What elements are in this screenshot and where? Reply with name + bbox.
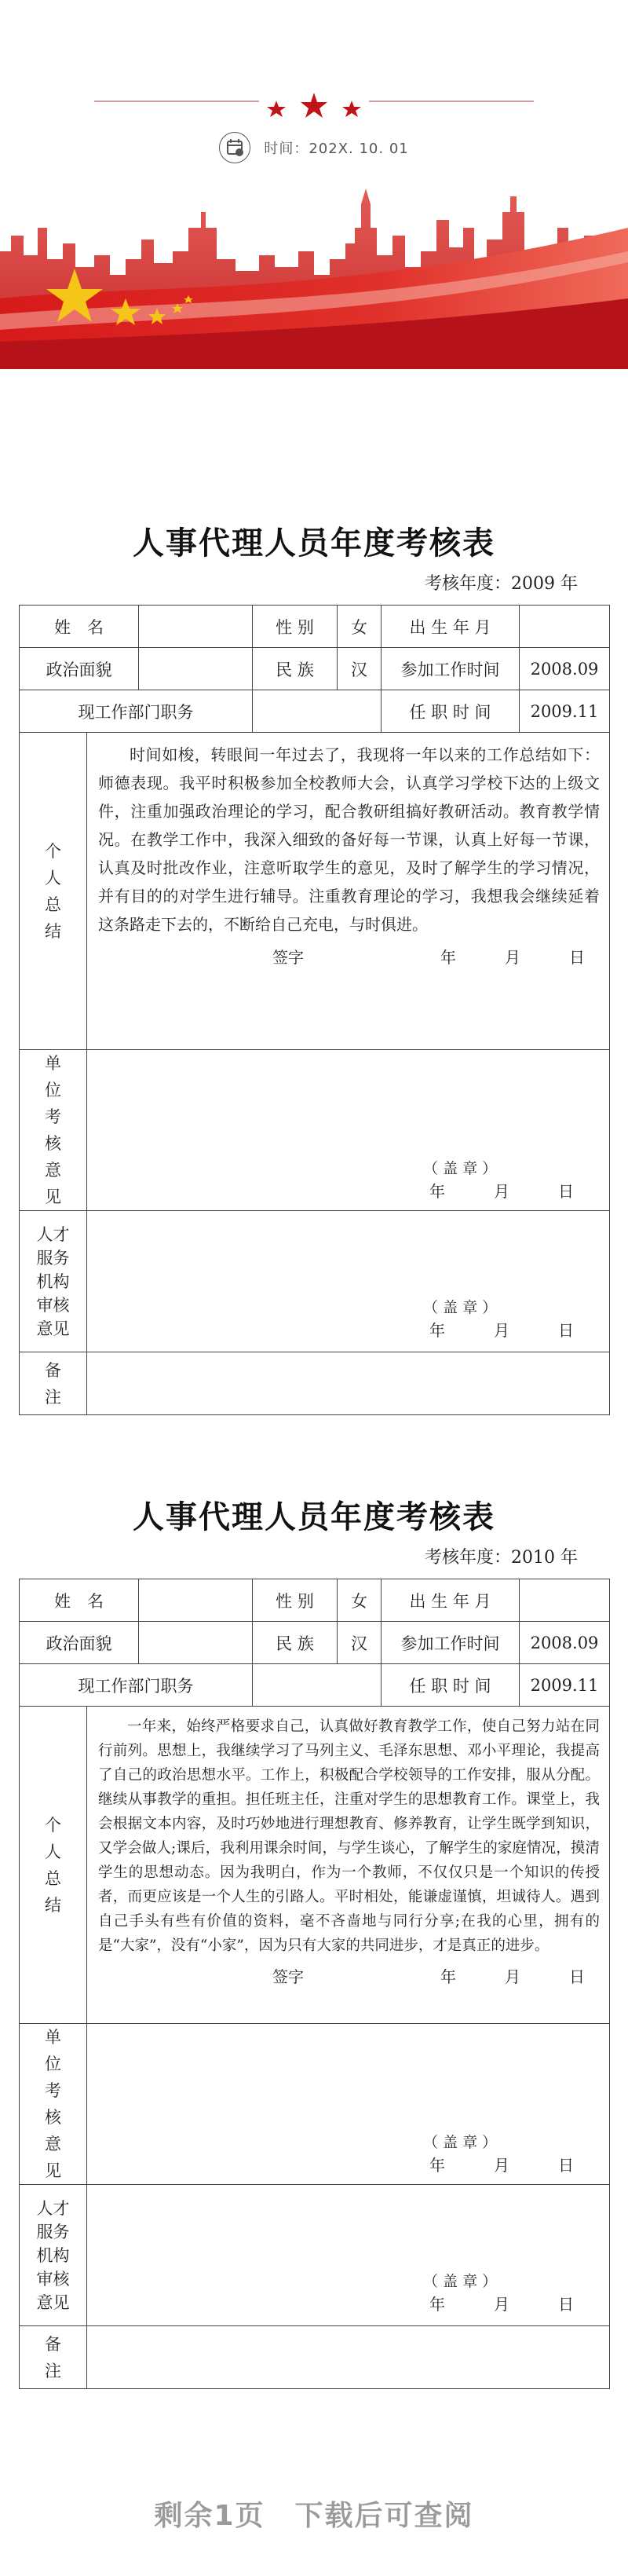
unit-opinion-label: 单位考核意见	[20, 2024, 87, 2185]
unit-opinion-label: 单位考核意见	[20, 1050, 87, 1211]
calendar-icon	[219, 132, 250, 163]
work-start-value[interactable]: 2008.09	[520, 648, 610, 690]
remark-content[interactable]	[87, 1352, 610, 1415]
signature-line: 签字 年 月 日	[272, 948, 585, 967]
name-label: 姓 名	[20, 1579, 139, 1622]
birth-label: 出 生 年 月	[382, 1579, 520, 1622]
download-prompt-text: 剩余1页 下载后可查阅	[154, 2500, 474, 2532]
political-label: 政治面貌	[20, 648, 139, 690]
summary-label: 个人总结	[20, 1707, 87, 2024]
assessment-year: 考核年度：2010 年	[425, 1548, 578, 1568]
gender-label: 性 别	[253, 606, 338, 648]
gender-value[interactable]: 女	[338, 1579, 382, 1622]
tenure-value[interactable]: 2009.11	[520, 1664, 610, 1707]
stars-decoration	[0, 88, 628, 119]
seal-label: （ 盖 章 ）	[423, 1160, 498, 1177]
birth-value[interactable]	[520, 606, 610, 648]
name-value[interactable]	[139, 606, 253, 648]
star-icon	[267, 101, 286, 117]
talent-opinion-label: 人才服务机构审核意见	[20, 1211, 87, 1352]
work-start-label: 参加工作时间	[382, 1622, 520, 1664]
summary-content[interactable]	[87, 1707, 610, 2024]
name-value[interactable]	[139, 1579, 253, 1622]
dept-label: 现工作部门职务	[20, 690, 253, 733]
ethnic-label: 民 族	[253, 648, 338, 690]
work-start-label: 参加工作时间	[382, 648, 520, 690]
form-title: 人事代理人员年度考核表	[133, 1498, 495, 1535]
summary-label: 个人总结	[20, 733, 87, 1050]
unit-opinion-content[interactable]: （ 盖 章 ） 年 月 日	[87, 2024, 610, 2185]
tenure-value[interactable]: 2009.11	[520, 690, 610, 733]
dept-value[interactable]	[253, 1664, 382, 1707]
gender-label: 性 别	[253, 1579, 338, 1622]
unit-opinion-content[interactable]: （ 盖 章 ） 年 月 日	[87, 1050, 610, 1211]
political-value[interactable]	[139, 648, 253, 690]
summary-text: 时间如梭，转眼间一年过去了，我现将一年以来的工作总结如下：师德表现。我平时积极参加全校教师大会，认真学习学校下达的上级文件，注重加强政治理论的学习，配合教研组搞好教研活动。教育教学情况。在教学工作中，我深入细致的备好每一节课，认真上好每一节课，认真及时批改作业，注意听取学生的意见，及时了解学生的学习情况，并有目的的对学生进行辅导。注重教育理论的学习，我想我会继续延着这条路走下去的，不断给自己充电，与时俱进。	[98, 745, 600, 934]
header-banner	[0, 0, 628, 369]
remark-label: 备注	[20, 1352, 87, 1415]
talent-opinion-content[interactable]: （ 盖 章 ） 年 月 日	[87, 1211, 610, 1352]
birth-value[interactable]	[520, 1579, 610, 1622]
dept-value[interactable]	[253, 690, 382, 733]
political-label: 政治面貌	[20, 1622, 139, 1664]
ethnic-value[interactable]: 汉	[338, 1622, 382, 1664]
name-label: 姓 名	[20, 606, 139, 648]
birth-label: 出 生 年 月	[382, 606, 520, 648]
form-title: 人事代理人员年度考核表	[133, 525, 495, 562]
assessment-form-table	[19, 605, 610, 1415]
summary-text: 一年来，始终严格要求自己，认真做好教育教学工作，使自己努力站在同行前列。思想上，我继续学习了马列主义、毛泽东思想、邓小平理论，我提高了自己的政治思想水平。工作上，积极配合学校领导的工作安排，服从分配。继续从事教学的重担。担任班主任，注重对学生的思想教育工作。课堂上，我会根据文本内容，及时巧妙地进行理想教育、修养教育，让学生既学到知识，又学会做人;课后，我利用课余时间，与学生谈心，了解学生的家庭情况，摸清学生的思想动态。因为我明白，作为一个教师，不仅仅只是一个知识的传授者，而更应该是一个人生的引路人。平时相处，能谦虚谨慎，坦诚待人。遇到自己手头有些有价值的资料，毫不吝啬地与同行分享;在我的心里，拥有的是“大家”，没有“小家”，因为只有大家的共同进步，才是真正的进步。	[98, 1718, 600, 1954]
talent-opinion-content[interactable]: （ 盖 章 ） 年 月 日	[87, 2185, 610, 2326]
download-prompt[interactable]	[0, 2494, 628, 2549]
dept-label: 现工作部门职务	[20, 1664, 253, 1707]
date-row	[0, 132, 628, 163]
ethnic-value[interactable]: 汉	[338, 648, 382, 690]
tenure-label: 任 职 时 间	[382, 690, 520, 733]
city-skyline-illustration	[0, 181, 628, 369]
remark-label: 备注	[20, 2326, 87, 2389]
seal-label: （ 盖 章 ）	[423, 2134, 498, 2151]
seal-label: （ 盖 章 ）	[423, 2273, 498, 2290]
tenure-label: 任 职 时 间	[382, 1664, 520, 1707]
political-value[interactable]	[139, 1622, 253, 1664]
signature-line: 签字 年 月 日	[272, 1967, 585, 1986]
seal-label: （ 盖 章 ）	[423, 1299, 498, 1316]
star-icon	[342, 101, 361, 117]
star-icon	[301, 93, 327, 118]
date-label: 时间：202X. 10. 01	[264, 141, 409, 157]
assessment-form-table	[19, 1579, 610, 2389]
assessment-year: 考核年度：2009 年	[425, 574, 578, 594]
talent-opinion-label: 人才服务机构审核意见	[20, 2185, 87, 2326]
gender-value[interactable]: 女	[338, 606, 382, 648]
ethnic-label: 民 族	[253, 1622, 338, 1664]
work-start-value[interactable]: 2008.09	[520, 1622, 610, 1664]
summary-content[interactable]	[87, 733, 610, 1050]
remark-content[interactable]	[87, 2326, 610, 2389]
